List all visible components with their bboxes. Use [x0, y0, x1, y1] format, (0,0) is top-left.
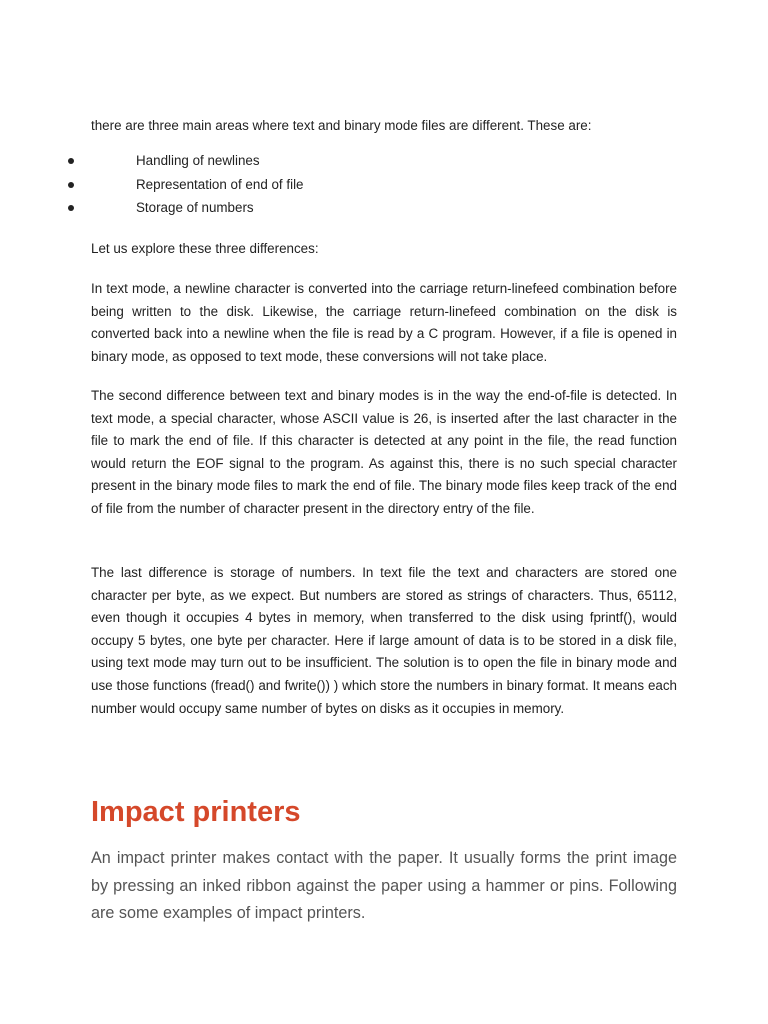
- list-item: [0, 175, 768, 199]
- list-item: [0, 151, 768, 175]
- list-item-label: Handling of newlines: [136, 153, 260, 168]
- list-item-label: Storage of numbers: [136, 200, 254, 215]
- section-lead-paragraph: An impact printer makes contact with the paper. It usually forms the print image by pressing an inked ribbon against the paper using a hammer or pins. Following are some examples of impact printers.: [91, 849, 677, 922]
- differences-list: [0, 151, 768, 222]
- end-of-file-paragraph: The second difference between text and binary modes is in the way the end-of-file is detected. In text mode, a special character, whose ASCII value is 26, is inserted after the last character in the file to mark the end of file. If this character is detected at any point in the file, the read function would return the EOF signal to the program. As against this, there is no such special character present in the binary mode files to mark the end of file. The binary mode files keep track of the end of file from the number of character present in the directory entry of the file.: [91, 388, 677, 516]
- newline-paragraph: In text mode, a newline character is converted into the carriage return-linefeed combination before being written to the disk. Likewise, the carriage return-linefeed combination on the disk is converted back into a newline when the file is read by a C program. However, if a file is opened in binary mode, as opposed to text mode, these conversions will not take place.: [91, 281, 677, 364]
- list-item-label: Representation of end of file: [136, 176, 304, 192]
- explore-paragraph: Let us explore these three differences:: [91, 241, 319, 256]
- section-heading: Impact printers: [91, 796, 301, 828]
- intro-text: there are three main areas where text and binary mode files are different. These are:: [91, 118, 592, 133]
- list-item: [0, 198, 768, 222]
- bullet-icon: [68, 205, 74, 211]
- storage-of-numbers-paragraph: The last difference is storage of numbers. In text file the text and characters are stored one character per byte, as we expect. But numbers are stored as strings of characters. Thus, 65112, even though it occupies 4 bytes in memory, when transferred to the disk using fprintf(), would occupy 5 bytes, one byte per character. Here if large amount of data is to be stored in a disk file, using text mode may turn out to be insufficient. The solution is to open the file in binary mode and use those functions (fread() and fwrite()) ) which store the numbers in binary format. It means each number would occupy same number of bytes on disks as it occupies in memory.: [91, 565, 677, 716]
- bullet-icon: [68, 182, 74, 188]
- bullet-icon: [68, 158, 74, 164]
